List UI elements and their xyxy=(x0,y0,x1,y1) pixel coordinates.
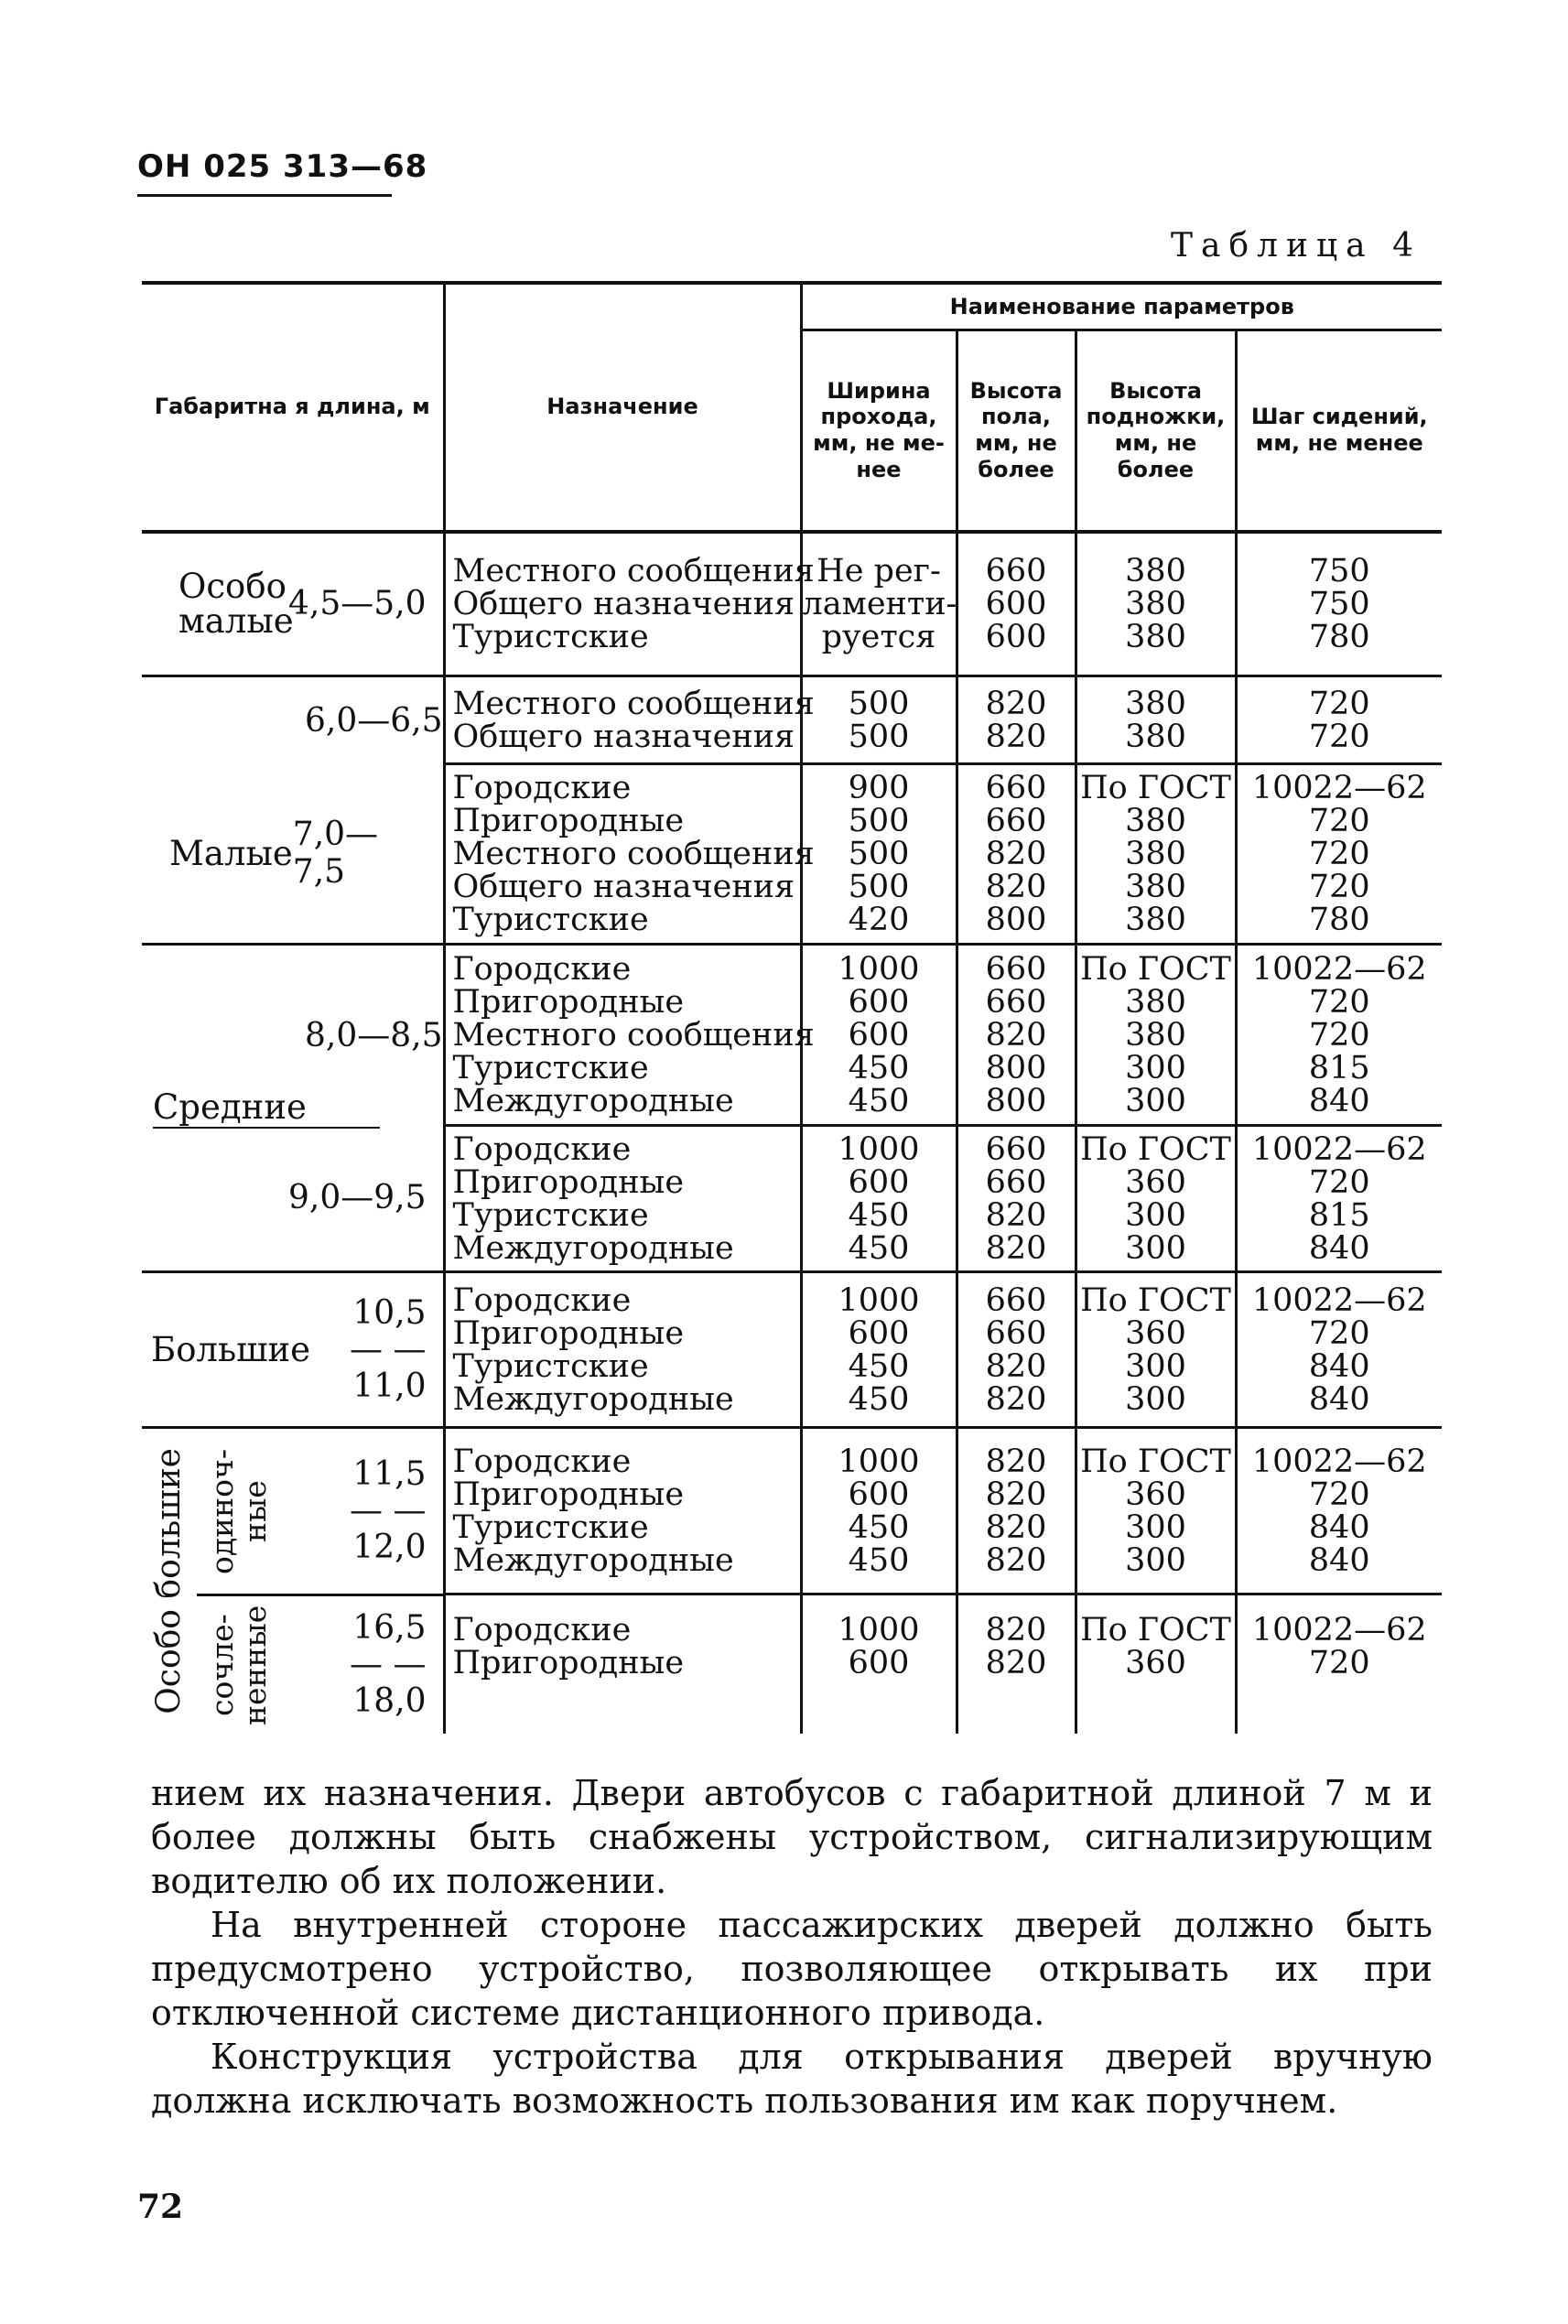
aisle-cell: 1000 600 xyxy=(801,1594,957,1734)
length-label: 4,5—5,0 xyxy=(288,585,427,623)
length-label: 11,5— —12,0 xyxy=(350,1455,427,1566)
purpose-cell: Местного сообщения Общего назначения xyxy=(444,676,801,764)
seat-cell: 10022—62 720 720 815 840 xyxy=(1236,945,1442,1126)
seat-cell: 10022—62 720 815 840 xyxy=(1236,1126,1442,1272)
length-cell xyxy=(142,764,444,945)
table-label: Таблица 4 xyxy=(1171,227,1422,265)
header-rule xyxy=(137,194,392,197)
step-cell: По ГОСТ 360 xyxy=(1076,1594,1236,1734)
table-row xyxy=(142,764,1442,945)
step-cell: По ГОСТ 360 300 300 xyxy=(1076,1428,1236,1594)
step-cell: 380 380 xyxy=(1076,676,1236,764)
floor-cell: 820 820 xyxy=(957,1594,1076,1734)
length-cell xyxy=(142,532,444,676)
paragraph: Конструкция устройства для открывания дверей вручную должна исключать возможность пользования им как поручнем. xyxy=(151,2037,1433,2121)
purpose-cell: Городские Пригородные Туристские Междугородные xyxy=(444,1272,801,1428)
purpose-cell: Городские Пригородные Местного сообщения Туристские Междугородные xyxy=(444,945,801,1126)
category-label: Малые xyxy=(169,833,293,873)
col-header-step: Высота подножки, мм, не более xyxy=(1076,330,1236,532)
step-cell: 380 380 380 xyxy=(1076,532,1236,676)
category-label: Особо большие xyxy=(150,1448,188,1714)
aisle-cell: 500 500 xyxy=(801,676,957,764)
floor-cell: 660 600 600 xyxy=(957,532,1076,676)
category-label: Особо малые xyxy=(178,566,294,641)
parameters-table xyxy=(142,281,1442,1734)
length-label: 10,5— —11,0 xyxy=(350,1293,427,1405)
document-code: ОН 025 313—68 xyxy=(137,148,428,185)
subcategory-label: сочле- ненные xyxy=(204,1605,273,1725)
length-cell xyxy=(142,1272,444,1428)
col-header-seat: Шаг сидений, мм, не менее xyxy=(1250,404,1428,457)
paragraph: На внутренней стороне пассажирских дверей должно быть предусмотрено устройство, позволяющее открывать их при отключенной системе дистанционного привода. xyxy=(151,1905,1433,2033)
aisle-cell: 1000 600 450 450 xyxy=(801,1126,957,1272)
body-text xyxy=(151,1771,1433,2123)
subcategory-label: одиноч- ные xyxy=(204,1448,273,1574)
col-header-floor: Высота пола, мм, не более xyxy=(957,330,1076,532)
table-row xyxy=(142,1428,1442,1594)
aisle-cell: 1000 600 600 450 450 xyxy=(801,945,957,1126)
step-cell: По ГОСТ 360 300 300 xyxy=(1076,1272,1236,1428)
table-row xyxy=(142,676,1442,764)
col-header-length: Габаритна я длина, м xyxy=(142,283,444,532)
purpose-cell: Местного сообщения Общего назначения Туристские xyxy=(444,532,801,676)
length-label: 6,0—6,5 xyxy=(142,676,444,764)
length-label: 16,5— —18,0 xyxy=(350,1609,427,1720)
page-number: 72 xyxy=(137,2188,184,2226)
floor-cell: 820 820 820 820 xyxy=(957,1428,1076,1594)
table-row xyxy=(142,1272,1442,1428)
table-row xyxy=(142,1126,1442,1272)
floor-cell: 820 820 xyxy=(957,676,1076,764)
col-header-params-group: Наименование параметров xyxy=(801,283,1442,330)
seat-cell: 750 750 780 xyxy=(1236,532,1442,676)
aisle-cell: 1000 600 450 450 xyxy=(801,1428,957,1594)
step-cell: По ГОСТ 360 300 300 xyxy=(1076,1126,1236,1272)
purpose-cell: Городские Пригородные Туристские Междугородные xyxy=(444,1126,801,1272)
seat-cell: 10022—62 720 720 720 780 xyxy=(1236,764,1442,945)
seat-cell: 10022—62 720 840 840 xyxy=(1236,1272,1442,1428)
aisle-cell: Не рег- ламенти- руется xyxy=(801,532,957,676)
purpose-cell: Городские Пригородные xyxy=(444,1594,801,1734)
seat-cell: 720 720 xyxy=(1236,676,1442,764)
category-label: Большие xyxy=(151,1330,311,1369)
length-label: 7,0—7,5 xyxy=(292,816,379,892)
seat-cell: 10022—62 720 xyxy=(1236,1594,1442,1734)
length-label: 9,0—9,5 xyxy=(287,1179,427,1217)
length-cell xyxy=(142,1086,444,1272)
floor-cell: 660 660 820 820 xyxy=(957,1126,1076,1272)
purpose-cell: Городские Пригородные Туристские Междугородные xyxy=(444,1428,801,1594)
col-header-aisle: Ширина прохода, мм, не ме- нее xyxy=(801,330,957,532)
paragraph: нием их назначения. Двери автобусов с габаритной длиной 7 м и более должны быть снабжены устройством, сигнализирующим водителю об их положении. xyxy=(151,1773,1433,1901)
aisle-cell: 1000 600 450 450 xyxy=(801,1272,957,1428)
floor-cell: 660 660 820 820 800 xyxy=(957,764,1076,945)
category-label: Средние xyxy=(153,1087,380,1129)
seat-cell: 10022—62 720 840 840 xyxy=(1236,1428,1442,1594)
table-row xyxy=(142,532,1442,676)
aisle-cell: 900 500 500 500 420 xyxy=(801,764,957,945)
purpose-cell: Городские Пригородные Местного сообщения Общего назначения Туристские xyxy=(444,764,801,945)
col-header-purpose: Назначение xyxy=(444,283,801,532)
length-label: 8,0—8,5 xyxy=(142,945,444,1126)
floor-cell: 660 660 820 800 800 xyxy=(957,945,1076,1126)
length-cell xyxy=(142,1428,444,1735)
floor-cell: 660 660 820 820 xyxy=(957,1272,1076,1428)
step-cell: По ГОСТ 380 380 380 380 xyxy=(1076,764,1236,945)
step-cell: По ГОСТ 380 380 300 300 xyxy=(1076,945,1236,1126)
